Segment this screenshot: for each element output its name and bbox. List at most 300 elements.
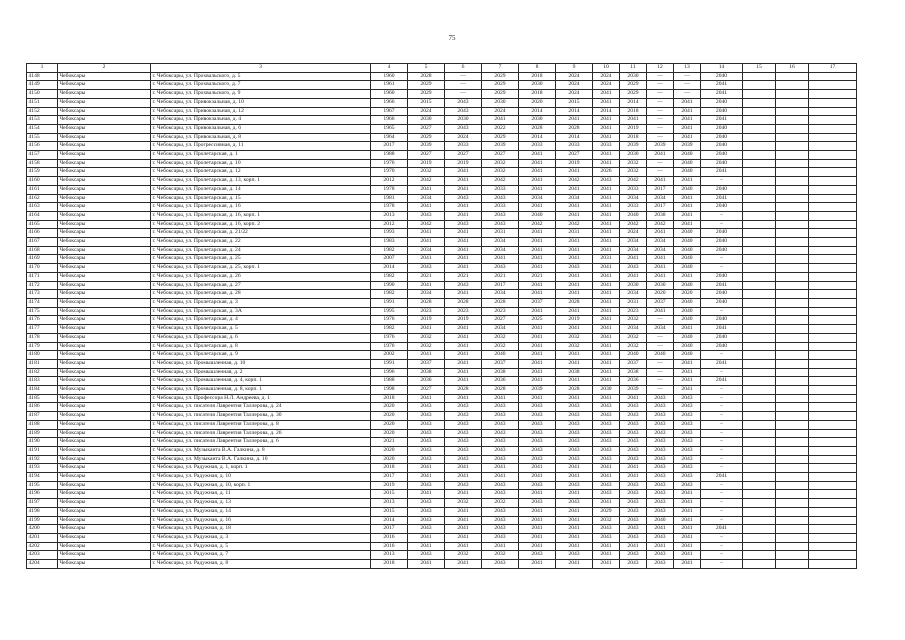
cell-col-15 (743, 473, 776, 482)
cell-town: Чебоксары (58, 333, 151, 342)
table-row (27, 351, 857, 360)
cell-col-6: 2041 (445, 177, 482, 186)
cell-col-15 (743, 333, 776, 342)
cell-col-8: 2033 (519, 142, 556, 151)
cell-col-10: 2041 (593, 272, 620, 281)
cell-col-17 (809, 255, 857, 264)
cell-col-15 (743, 81, 776, 90)
cell-col-7: 2033 (482, 185, 519, 194)
cell-address: г. Чебоксары, ул. Промышленная, д. 2 (151, 368, 371, 377)
cell-town: Чебоксары (58, 238, 151, 247)
cell-col-12: — (647, 168, 674, 177)
cell-row-id: 4151 (27, 98, 58, 107)
table-row (27, 490, 857, 499)
cell-col-11: 2029 (620, 90, 647, 99)
cell-col-9: 2043 (556, 264, 593, 273)
cell-col-5: 2041 (408, 473, 445, 482)
cell-col-15 (743, 351, 776, 360)
cell-row-id: 4156 (27, 142, 58, 151)
cell-col-17 (809, 533, 857, 542)
cell-col-7: 2042 (482, 177, 519, 186)
cell-col-8: 2043 (519, 403, 556, 412)
cell-row-id: 4149 (27, 81, 58, 90)
cell-col-5: 2043 (408, 481, 445, 490)
cell-col-13: 2041 (674, 124, 701, 133)
cell-col-17 (809, 325, 857, 334)
cell-town: Чебоксары (58, 446, 151, 455)
cell-col-12: 2043 (647, 394, 674, 403)
cell-col-16 (776, 151, 809, 160)
cell-address: г. Чебоксары, ул. Пролетарская, д. 10 (151, 159, 371, 168)
cell-town: Чебоксары (58, 551, 151, 560)
cell-col-10: 2014 (593, 107, 620, 116)
cell-col-17 (809, 238, 857, 247)
cell-col-8: 2030 (519, 116, 556, 125)
cell-col-11: 2023 (620, 307, 647, 316)
cell-col-12: 2041 (647, 542, 674, 551)
cell-col-9: 2043 (556, 551, 593, 560)
cell-col-9: 2043 (556, 446, 593, 455)
cell-col-5: 2043 (408, 551, 445, 560)
cell-address: г. Чебоксары, ул. Радужная, д. 3 (151, 533, 371, 542)
cell-col-7: 2032 (482, 551, 519, 560)
cell-col-9: 2028 (556, 124, 593, 133)
cell-col-16 (776, 72, 809, 81)
cell-col-9: 2042 (556, 177, 593, 186)
cell-address: г. Чебоксары, ул. Пролетарская, д. 9 (151, 351, 371, 360)
cell-col-17 (809, 133, 857, 142)
cell-col-17 (809, 560, 857, 569)
cell-col-7: 2043 (482, 560, 519, 569)
table-row (27, 551, 857, 560)
cell-town: Чебоксары (58, 90, 151, 99)
cell-col-8: 2041 (519, 473, 556, 482)
cell-row-id: 4154 (27, 124, 58, 133)
cell-col-11: 2043 (620, 412, 647, 421)
cell-col-12: 2041 (647, 151, 674, 160)
table-row (27, 455, 857, 464)
cell-col-11: 2043 (620, 525, 647, 534)
cell-col-10: 2032 (593, 516, 620, 525)
cell-col-12: — (647, 116, 674, 125)
cell-build-year: 2020 (371, 403, 408, 412)
cell-col-7: 2041 (482, 255, 519, 264)
cell-col-14: 2041 (701, 377, 743, 386)
cell-col-9: 2041 (556, 542, 593, 551)
cell-col-14: – (701, 220, 743, 229)
column-number-8: 8 (519, 64, 556, 73)
cell-col-14: – (701, 455, 743, 464)
cell-col-11: 2032 (620, 316, 647, 325)
cell-build-year: 1966 (371, 98, 408, 107)
cell-col-6: 2041 (445, 290, 482, 299)
table-row (27, 473, 857, 482)
cell-col-8: 2041 (519, 342, 556, 351)
cell-address: г. Чебоксары, ул. Радужная, д. 18 (151, 525, 371, 534)
cell-col-13: 2040 (674, 238, 701, 247)
cell-town: Чебоксары (58, 107, 151, 116)
cell-col-17 (809, 438, 857, 447)
cell-build-year: 2020 (371, 429, 408, 438)
cell-col-15 (743, 403, 776, 412)
cell-col-6: 2024 (445, 133, 482, 142)
cell-col-11: 2038 (620, 368, 647, 377)
cell-col-14: 2040 (701, 238, 743, 247)
cell-col-9: 2014 (556, 133, 593, 142)
cell-col-10: 2041 (593, 551, 620, 560)
cell-col-16 (776, 368, 809, 377)
cell-col-12: 2041 (647, 229, 674, 238)
cell-col-9: 2041 (556, 307, 593, 316)
cell-col-9: 2027 (556, 151, 593, 160)
cell-build-year: 2016 (371, 533, 408, 542)
cell-col-11: 2034 (620, 194, 647, 203)
cell-col-10: 2041 (593, 133, 620, 142)
cell-col-7: 2040 (482, 351, 519, 360)
cell-col-16 (776, 177, 809, 186)
cell-row-id: 4164 (27, 211, 58, 220)
cell-col-9: 2034 (556, 194, 593, 203)
cell-town: Чебоксары (58, 525, 151, 534)
cell-col-7: 2032 (482, 159, 519, 168)
cell-row-id: 4188 (27, 420, 58, 429)
cell-col-9: 2024 (556, 90, 593, 99)
cell-row-id: 4196 (27, 490, 58, 499)
cell-col-13: 2041 (674, 368, 701, 377)
cell-col-15 (743, 246, 776, 255)
cell-col-14: 2040 (701, 316, 743, 325)
cell-col-15 (743, 499, 776, 508)
cell-row-id: 4194 (27, 473, 58, 482)
cell-col-11: 2041 (620, 272, 647, 281)
cell-col-6: 2041 (445, 533, 482, 542)
cell-col-15 (743, 481, 776, 490)
cell-town: Чебоксары (58, 455, 151, 464)
cell-col-10: 2031 (593, 255, 620, 264)
cell-row-id: 4180 (27, 351, 58, 360)
cell-col-10: 2029 (593, 507, 620, 516)
cell-build-year: 1966 (371, 116, 408, 125)
cell-build-year: 2013 (371, 499, 408, 508)
cell-col-11: 2032 (620, 159, 647, 168)
cell-town: Чебоксары (58, 438, 151, 447)
cell-col-7: 2030 (482, 98, 519, 107)
cell-col-14: – (701, 255, 743, 264)
cell-town: Чебоксары (58, 342, 151, 351)
cell-col-14: – (701, 464, 743, 473)
cell-col-8: 2041 (519, 238, 556, 247)
cell-row-id: 4189 (27, 429, 58, 438)
cell-col-11: 2034 (620, 325, 647, 334)
cell-row-id: 4162 (27, 194, 58, 203)
cell-col-12: 2030 (647, 281, 674, 290)
cell-col-12: — (647, 90, 674, 99)
table-row (27, 281, 857, 290)
cell-build-year: 1978 (371, 185, 408, 194)
cell-col-16 (776, 525, 809, 534)
cell-col-15 (743, 377, 776, 386)
cell-col-8: 2041 (519, 264, 556, 273)
cell-col-14: – (701, 481, 743, 490)
cell-col-16 (776, 342, 809, 351)
cell-col-11: 2043 (620, 499, 647, 508)
cell-town: Чебоксары (58, 255, 151, 264)
table-row (27, 116, 857, 125)
cell-address: г. Чебоксары, ул. Пролетарская, д. 12 (151, 168, 371, 177)
cell-col-15 (743, 446, 776, 455)
cell-col-16 (776, 255, 809, 264)
cell-col-15 (743, 386, 776, 395)
cell-col-13: 2041 (674, 272, 701, 281)
cell-col-6: 2043 (445, 194, 482, 203)
cell-col-15 (743, 72, 776, 81)
cell-build-year: 1982 (371, 290, 408, 299)
cell-col-6: 2041 (445, 211, 482, 220)
cell-col-14: – (701, 368, 743, 377)
cell-col-6: 2041 (445, 507, 482, 516)
cell-col-7: 2017 (482, 281, 519, 290)
cell-col-7: 2034 (482, 325, 519, 334)
cell-row-id: 4191 (27, 446, 58, 455)
cell-row-id: 4150 (27, 90, 58, 99)
column-number-13: 13 (674, 64, 701, 73)
cell-col-6: 2043 (445, 403, 482, 412)
cell-col-14: – (701, 386, 743, 395)
cell-row-id: 4166 (27, 229, 58, 238)
cell-col-16 (776, 481, 809, 490)
cell-col-9: 2033 (556, 142, 593, 151)
cell-col-12: 2040 (647, 351, 674, 360)
cell-col-5: 2039 (408, 142, 445, 151)
cell-address: г. Чебоксары, ул. Пролетарская, д. 22 (151, 238, 371, 247)
cell-col-13: 2041 (674, 525, 701, 534)
cell-col-13: 2040 (674, 333, 701, 342)
column-number-4: 4 (371, 64, 408, 73)
cell-col-16 (776, 403, 809, 412)
cell-col-6: 2043 (445, 220, 482, 229)
cell-row-id: 4195 (27, 481, 58, 490)
cell-col-10: 2041 (593, 473, 620, 482)
cell-address: г. Чебоксары, ул. Прохвальского, д. 9 (151, 90, 371, 99)
cell-col-17 (809, 542, 857, 551)
cell-col-15 (743, 307, 776, 316)
cell-build-year: 2018 (371, 464, 408, 473)
cell-col-16 (776, 229, 809, 238)
cell-col-8: 2041 (519, 333, 556, 342)
cell-col-16 (776, 107, 809, 116)
cell-town: Чебоксары (58, 264, 151, 273)
cell-col-13: 2041 (674, 377, 701, 386)
cell-col-5: 2027 (408, 386, 445, 395)
cell-col-11: 2032 (620, 342, 647, 351)
cell-col-6: 2041 (445, 394, 482, 403)
cell-col-11: 2036 (620, 377, 647, 386)
cell-col-6: 2041 (445, 264, 482, 273)
cell-col-12: — (647, 98, 674, 107)
cell-build-year: 2020 (371, 446, 408, 455)
cell-col-15 (743, 107, 776, 116)
cell-col-8: 2041 (519, 351, 556, 360)
cell-row-id: 4167 (27, 238, 58, 247)
table-row (27, 333, 857, 342)
cell-town: Чебоксары (58, 359, 151, 368)
table-row (27, 525, 857, 534)
cell-col-14: – (701, 551, 743, 560)
cell-col-8: 2041 (519, 394, 556, 403)
cell-col-8: 2041 (519, 560, 556, 569)
cell-col-15 (743, 455, 776, 464)
cell-col-17 (809, 351, 857, 360)
cell-col-9: 2041 (556, 516, 593, 525)
cell-col-9: 2041 (556, 246, 593, 255)
cell-col-16 (776, 246, 809, 255)
cell-col-15 (743, 264, 776, 273)
cell-col-17 (809, 246, 857, 255)
cell-col-13: 2041 (674, 490, 701, 499)
cell-row-id: 4182 (27, 368, 58, 377)
cell-col-8: 2043 (519, 438, 556, 447)
cell-col-11: 2043 (620, 551, 647, 560)
cell-col-5: 2041 (408, 560, 445, 569)
cell-col-17 (809, 403, 857, 412)
table-row (27, 542, 857, 551)
cell-col-10: 2041 (593, 342, 620, 351)
cell-col-9: 2041 (556, 490, 593, 499)
cell-col-8: 2043 (519, 455, 556, 464)
cell-col-17 (809, 116, 857, 125)
cell-col-14: 2040 (701, 107, 743, 116)
cell-col-9: 2041 (556, 325, 593, 334)
cell-col-17 (809, 298, 857, 307)
cell-col-6: 2041 (445, 325, 482, 334)
cell-col-16 (776, 168, 809, 177)
cell-col-13: 2041 (674, 177, 701, 186)
cell-col-5: 2041 (408, 185, 445, 194)
table-row (27, 359, 857, 368)
cell-col-12: 2041 (647, 264, 674, 273)
cell-col-17 (809, 81, 857, 90)
cell-town: Чебоксары (58, 185, 151, 194)
cell-row-id: 4181 (27, 359, 58, 368)
cell-address: г. Чебоксары, ул. Пролетарская, д. 16 (151, 203, 371, 212)
cell-col-10: 2041 (593, 368, 620, 377)
table-row (27, 264, 857, 273)
cell-town: Чебоксары (58, 203, 151, 212)
cell-col-16 (776, 560, 809, 569)
cell-address: г. Чебоксары, ул. Пролетарская, д. 26 (151, 272, 371, 281)
cell-col-16 (776, 325, 809, 334)
cell-col-15 (743, 533, 776, 542)
cell-town: Чебоксары (58, 368, 151, 377)
cell-col-5: 2043 (408, 264, 445, 273)
cell-col-8: 2014 (519, 133, 556, 142)
cell-col-7: 2043 (482, 446, 519, 455)
cell-col-10: 2041 (593, 151, 620, 160)
cell-col-8: 2020 (519, 98, 556, 107)
cell-col-6: 2030 (445, 116, 482, 125)
cell-address: г. Чебоксары, ул. Музыканта В.А. Галкина, д. 10 (151, 455, 371, 464)
cell-col-7: 2021 (482, 272, 519, 281)
cell-col-14: 2041 (701, 116, 743, 125)
cell-col-14: – (701, 264, 743, 273)
cell-col-10: 2041 (593, 325, 620, 334)
table-row (27, 560, 857, 569)
cell-address: г. Чебоксары, ул. Радужная, д. 5 (151, 542, 371, 551)
cell-row-id: 4152 (27, 107, 58, 116)
cell-col-10: 2041 (593, 377, 620, 386)
cell-col-5: 2043 (408, 499, 445, 508)
cell-col-7: 2029 (482, 90, 519, 99)
cell-col-9: 2041 (556, 359, 593, 368)
cell-col-8: 2018 (519, 90, 556, 99)
cell-town: Чебоксары (58, 151, 151, 160)
cell-col-6: 2041 (445, 542, 482, 551)
cell-row-id: 4165 (27, 220, 58, 229)
cell-row-id: 4197 (27, 499, 58, 508)
table-row (27, 177, 857, 186)
cell-col-8: 2041 (519, 246, 556, 255)
cell-col-14: 2041 (701, 81, 743, 90)
cell-col-12: 2043 (647, 420, 674, 429)
cell-col-17 (809, 525, 857, 534)
cell-address: г. Чебоксары, ул. Пролетарская, д. 28 (151, 290, 371, 299)
cell-col-13: — (674, 90, 701, 99)
cell-col-12: 2043 (647, 464, 674, 473)
cell-col-13: 2041 (674, 325, 701, 334)
table-row (27, 342, 857, 351)
table-row (27, 446, 857, 455)
cell-address: г. Чебоксары, ул. Привокзальная, д. 4 (151, 116, 371, 125)
cell-col-9: 2032 (556, 342, 593, 351)
cell-col-9: 2043 (556, 420, 593, 429)
cell-col-13: 2040 (674, 246, 701, 255)
cell-col-5: 2041 (408, 325, 445, 334)
column-number-17: 17 (809, 64, 857, 73)
cell-col-8: 2043 (519, 420, 556, 429)
cell-town: Чебоксары (58, 420, 151, 429)
cell-col-15 (743, 211, 776, 220)
cell-col-6: 2032 (445, 551, 482, 560)
table-row (27, 394, 857, 403)
cell-col-13: 2041 (674, 203, 701, 212)
cell-col-6: 2043 (445, 429, 482, 438)
cell-col-10: 2041 (593, 499, 620, 508)
cell-address: г. Чебоксары, ул. Прогрессивная, д. 11 (151, 142, 371, 151)
cell-col-17 (809, 151, 857, 160)
cell-col-13: 2043 (674, 455, 701, 464)
cell-col-12: 2038 (647, 211, 674, 220)
cell-col-5: 2043 (408, 516, 445, 525)
cell-col-11: 2019 (620, 124, 647, 133)
cell-row-id: 4170 (27, 264, 58, 273)
cell-col-9: 2041 (556, 116, 593, 125)
cell-col-11: 2043 (620, 490, 647, 499)
cell-col-14: 2040 (701, 246, 743, 255)
cell-row-id: 4177 (27, 325, 58, 334)
cell-col-17 (809, 307, 857, 316)
cell-col-13: 2040 (674, 159, 701, 168)
cell-col-5: 2041 (408, 394, 445, 403)
cell-col-15 (743, 420, 776, 429)
cell-build-year: 1960 (371, 90, 408, 99)
table-row (27, 81, 857, 90)
cell-col-14: 2040 (701, 133, 743, 142)
cell-col-13: 2040 (674, 168, 701, 177)
cell-col-11: 2043 (620, 516, 647, 525)
cell-col-10: 2041 (593, 194, 620, 203)
table-row (27, 98, 857, 107)
cell-row-id: 4171 (27, 272, 58, 281)
